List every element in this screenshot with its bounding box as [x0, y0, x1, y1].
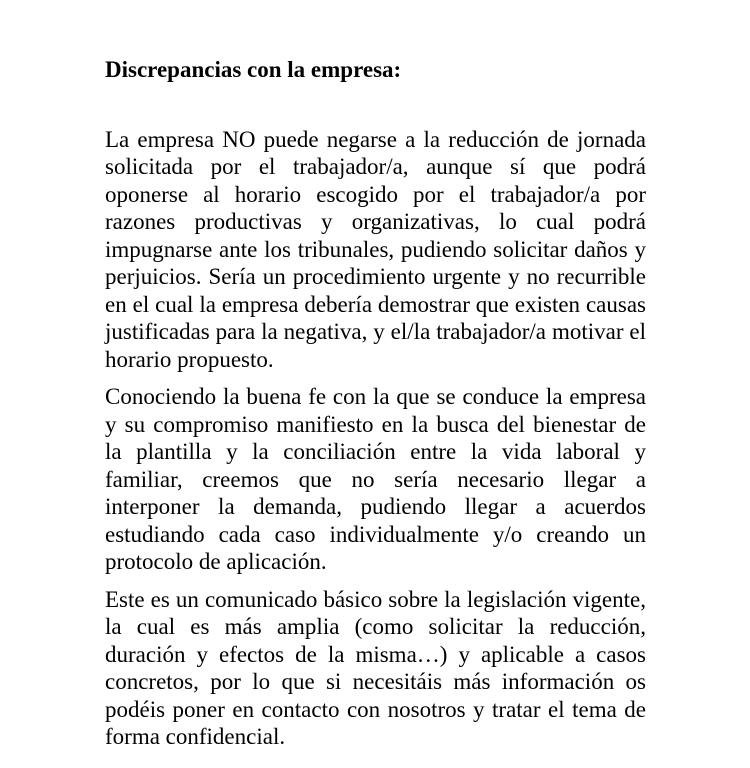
paragraph-company-refusal: La empresa NO puede negarse a la reducción de jornada solicitada por el trabajador/a, aunque sí que podrá oponerse al horario escogido por el trabajador/a por razones productivas y organizativas, lo cual podrá impugnarse ante los tribunales, pudiendo solicitar daños y perjuicios. Sería un procedimiento urgente y no recurrible en el cual la empresa debería demostrar que existen causas justificadas para la negativa, y el/la trabajador/a motivar el horario propuesto. [105, 126, 646, 372]
paragraph-good-faith: Conociendo la buena fe con la que se conduce la empresa y su compromiso manifiesto en la busca del bienestar de la plantilla y la conciliación entre la vida laboral y familiar, creemos que no sería necesario llegar a interponer la demanda, pudiendo llegar a acuerdos estudiando cada caso individualmente y/o creando un protocolo de aplicación. [105, 384, 646, 574]
document-heading: Discrepancias con la empresa: [105, 57, 402, 82]
paragraph-contact-info: Este es un comunicado básico sobre la legislación vigente, la cual es más amplia (como solicitar la reducción, duración y efectos de la misma…) y aplicable a casos concretos, por lo que si necesitáis más información os podéis poner en contacto con nosotros y tratar el tema de forma confidencial. [105, 586, 646, 749]
